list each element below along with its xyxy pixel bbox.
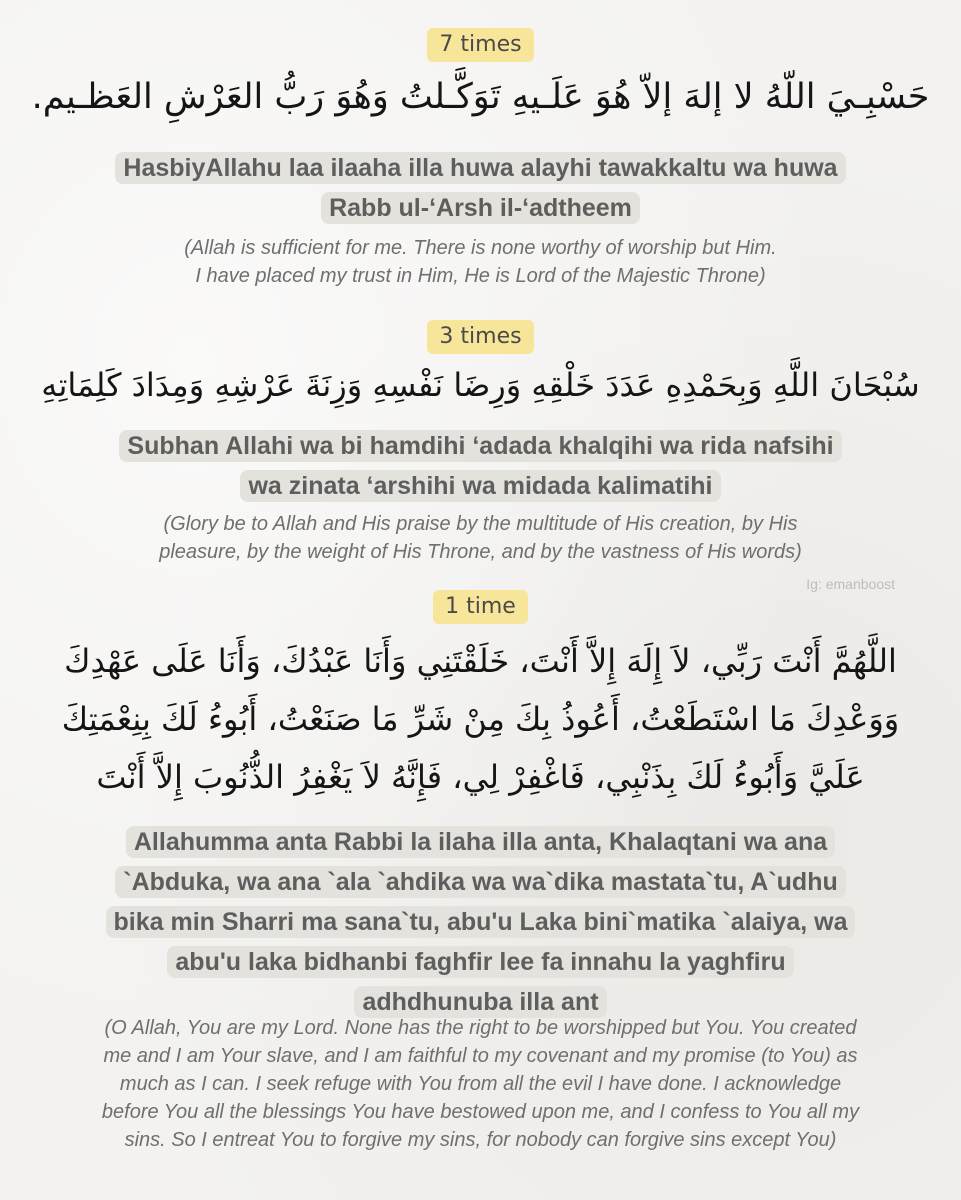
translation-line: (Allah is sufficient for me. There is none worthy of worship but Him. xyxy=(184,237,777,259)
translation-line: I have placed my trust in Him, He is Lord of the Majestic Throne) xyxy=(195,265,766,287)
translation-line: pleasure, by the weight of His Throne, and by the vastness of His words) xyxy=(159,541,802,563)
translation-line: before You all the blessings You have bestowed upon me, and I confess to You all my xyxy=(101,1101,860,1123)
section-3-arabic xyxy=(0,632,961,806)
translit-line: `Abduka, wa ana `ala `ahdika wa wa`dika mastata`tu, A`udhu xyxy=(115,866,846,898)
section-1-arabic xyxy=(0,70,961,124)
translit-line: Rabb ul-‘Arsh il-‘adtheem xyxy=(321,192,640,224)
section-2-badge-row xyxy=(0,320,961,354)
translation-line: (Glory be to Allah and His praise by the multitude of His creation, by His xyxy=(163,513,798,535)
section-2-translation xyxy=(0,510,961,566)
translation-line: much as I can. I seek refuge with You from all the evil I have done. I acknowledge xyxy=(119,1073,842,1095)
arabic-line: اللَّهُمَّ أَنْتَ رَبِّي، لاَ إِلَهَ إِلاَّ أَنْتَ، خَلَقْتَنِي وَأَنَا عَبْدُكَ، وَأَنَا عَلَى عَهْدِكَ xyxy=(64,642,897,680)
section-3-translation xyxy=(0,1014,961,1154)
arabic-line: عَلَيَّ وَأَبُوءُ لَكَ بِذَنْبِي، فَاغْفِرْ لِي، فَإِنَّهُ لاَ يَغْفِرُ الذُّنُوبَ إِلاَّ أَنْتَ xyxy=(96,758,865,796)
translit-line: Subhan Allahi wa bi hamdihi ‘adada khalqihi wa rida nafsihi xyxy=(119,430,841,462)
count-badge-7-times: 7 times xyxy=(427,28,533,62)
section-2-transliteration xyxy=(0,426,961,506)
section-1-translation xyxy=(0,234,961,290)
translit-line: abu'u laka bidhanbi faghfir lee fa innahu la yaghfiru xyxy=(167,946,793,978)
translit-line: wa zinata ‘arshihi wa midada kalimatihi xyxy=(240,470,720,502)
translation-line: (O Allah, You are my Lord. None has the right to be worshipped but You. You created xyxy=(104,1017,857,1039)
translation-line: me and I am Your slave, and I am faithful to my covenant and my promise (to You) as xyxy=(103,1045,858,1067)
translation-line: sins. So I entreat You to forgive my sins, for nobody can forgive sins except You) xyxy=(124,1129,837,1151)
translit-line: HasbiyAllahu laa ilaaha illa huwa alayhi tawakkaltu wa huwa xyxy=(115,152,845,184)
section-2-arabic xyxy=(0,358,961,412)
section-1-transliteration xyxy=(0,148,961,228)
count-badge-3-times: 3 times xyxy=(427,320,533,354)
arabic-line: حَسْبِـيَ اللّهُ لا إلهَ إلاّ هُوَ عَلَـيهِ تَوَكَّـلتُ وَهُوَ رَبُّ العَرْشِ العَظـيم. xyxy=(31,77,930,117)
section-3-transliteration xyxy=(0,822,961,1022)
translit-line: bika min Sharri ma sana`tu, abu'u Laka bini`matika `alaiya, wa xyxy=(106,906,856,938)
translit-line: Allahumma anta Rabbi la ilaha illa anta, Khalaqtani wa ana xyxy=(126,826,835,858)
arabic-line: وَوَعْدِكَ مَا اسْتَطَعْتُ، أَعُوذُ بِكَ مِنْ شَرِّ مَا صَنَعْتُ، أَبُوءُ لَكَ بِنِعْمَتِكَ xyxy=(61,700,900,738)
translit-line: adhdhunuba illa ant xyxy=(354,986,606,1018)
count-badge-1-time: 1 time xyxy=(433,590,528,624)
arabic-line: سُبْحَانَ اللَّهِ وَبِحَمْدِهِ عَدَدَ خَلْقِهِ وَرِضَا نَفْسِهِ وَزِنَةَ عَرْشِهِ وَمِدَادَ كَلِمَاتِهِ xyxy=(41,366,920,404)
watermark-handle: Ig: emanboost xyxy=(806,576,895,592)
section-3-badge-row xyxy=(0,590,961,624)
section-1-badge-row xyxy=(0,28,961,62)
